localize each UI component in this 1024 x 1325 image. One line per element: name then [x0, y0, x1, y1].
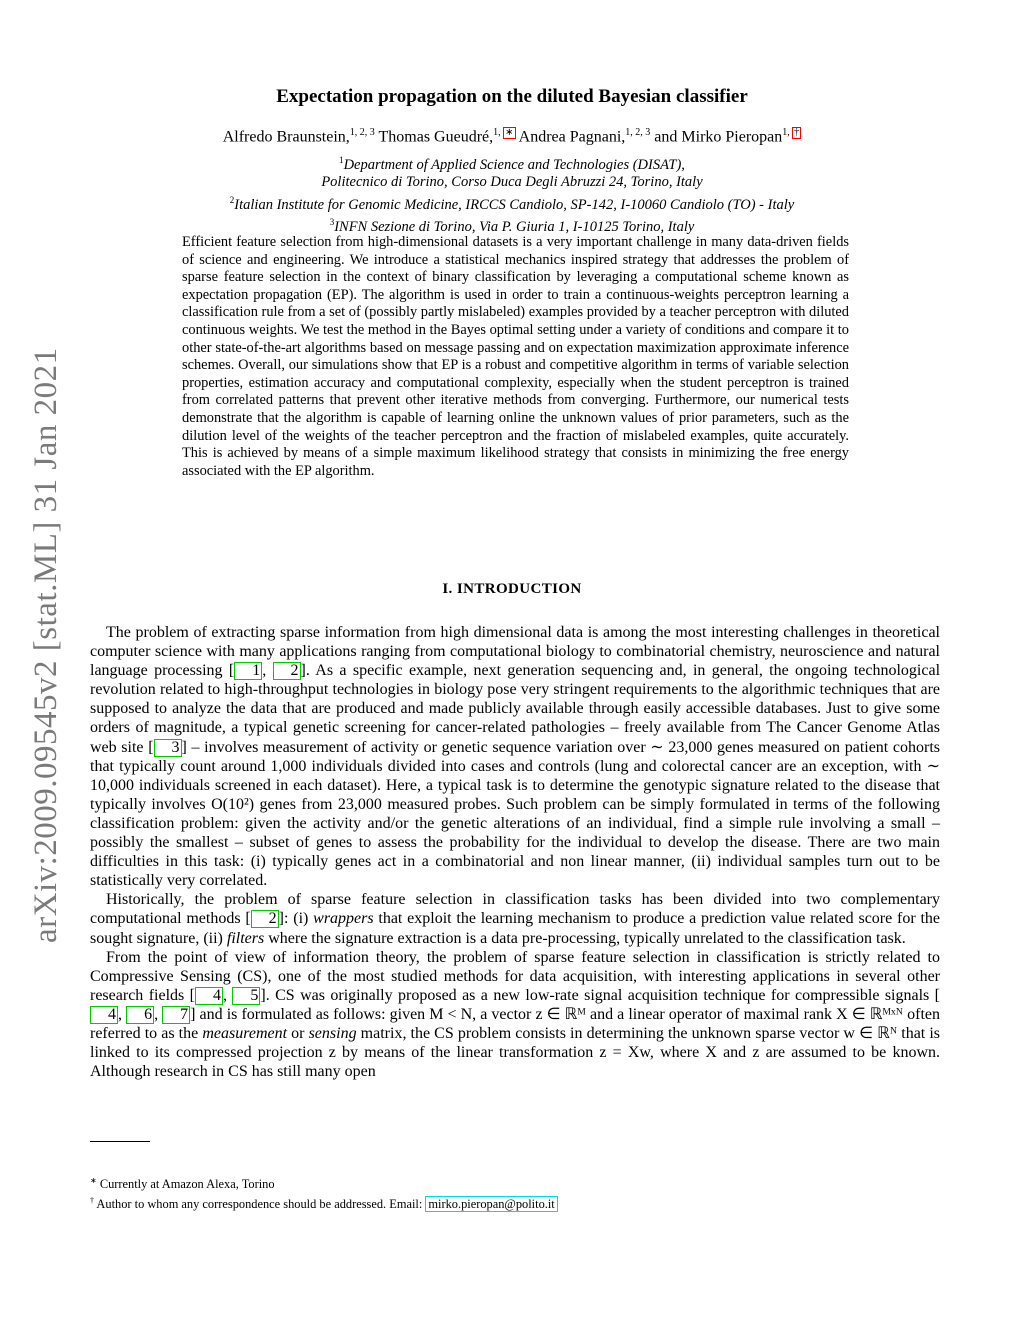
paragraph: From the point of view of information theory, the problem of sparse feature selection in classification is strictly related to Compressive Sensing (CS), one of the most studied methods for data acquisition, with interesting applications in several other research fields [ 4 , 5 ]. CS was originally proposed as a new low-rate signal acquisition technique for compressible signals [4 , 6 , 7 ] and is formulated as follows: given M < N, a vector z ∈ ℝᴹ and a linear operator of maximal rank X ∈ ℝᴹˣᴺ often referred to as the measurement or sensing matrix, the CS problem consists in determining the unknown sparse vector w ∈ ℝᴺ that is linked to its compressed projection z by means of the linear transformation z = Xw, where X and z are assumed to be known. Although research in CS has still many open [90, 948, 941, 1081]
citation-link[interactable]: 1 [234, 662, 262, 680]
citation-link[interactable]: 7 [162, 1006, 190, 1024]
abstract: Efficient feature selection from high-dimensional datasets is a very important challenge in many data-driven fields of science and engineering. We introduce a statistical mechanics inspired strategy that addresses the problem of sparse feature selection in the context of binary classification by leveraging a computational scheme known as expectation propagation (EP). The algorithm is used in order to train a continuous-weights perceptron learning a classification rule from a set of (possibly partly mislabeled) examples provided by a teacher perceptron with diluted continuous weights. We test the method in the Bayes optimal setting under a variety of conditions and compare it to other state-of-the-art algorithms based on message passing and on expectation maximization approximate inference schemes. Overall, our simulations show that EP is a robust and competitive algorithm in terms of variable selection properties, estimation accuracy and computational complexity, especially when the student perceptron is trained from correlated patterns that prevent other iterative methods from converging. Furthermore, our numerical tests demonstrate that the algorithm is capable of learning online the unknown values of prior parameters, such as the dilution level of the weights of the teacher perceptron and the fraction of mislabeled examples, quite accurately. This is achieved by means of a simple maximum likelihood strategy that consists in minimizing the free energy associated with the EP algorithm. [182, 234, 849, 479]
author-affiliation-sup: 1, [493, 127, 504, 138]
email-link[interactable]: mirko.pieropan@polito.it [425, 1196, 557, 1212]
arxiv-identifier: arXiv:2009.09545v2 [stat.ML] 31 Jan 2021 [28, 347, 64, 943]
footnotes [90, 1173, 940, 1212]
author-name: Alfredo Braunstein, [222, 128, 350, 146]
citation-link[interactable]: 2 [251, 910, 279, 928]
affiliation-line: $^1$Department of Applied Science and Technologies (DISAT), [339, 155, 685, 173]
affiliation-line: $^3$INFN Sezione di Torino, Via P. Giuria 1, I-10125 Torino, Italy [329, 217, 695, 236]
author-name: Andrea Pagnani, [518, 128, 626, 146]
footnote-link[interactable]: ∗ [505, 127, 514, 138]
author-list [0, 127, 1024, 146]
author-name: and Mirko Pieropan [654, 128, 783, 146]
citation-link[interactable]: 6 [126, 1006, 154, 1024]
affiliation-line: Politecnico di Torino, Corso Duca Degli Abruzzi 24, Torino, Italy [321, 174, 703, 191]
footnote: ∗ Currently at Amazon Alexa, Torino [90, 1176, 275, 1192]
body-text [90, 623, 940, 1081]
author-affiliation-sup: 1, [782, 127, 793, 138]
affiliation-line: $^2$Italian Institute for Genomic Medicine, IRCCS Candiolo, SP-142, I-10060 Candiolo (TO) - Italy [229, 195, 795, 213]
footnote-rule [90, 1141, 150, 1142]
section-heading: I. INTRODUCTION [442, 581, 582, 597]
citation-link[interactable]: 5 [232, 987, 260, 1005]
paper-title: Expectation propagation on the diluted Bayesian classifier [276, 86, 748, 107]
citation-link[interactable]: 2 [273, 662, 301, 680]
author-affiliation-sup: 1, 2, 3 [349, 127, 375, 138]
affiliations [0, 152, 1024, 237]
citation-link[interactable]: 3 [154, 739, 182, 757]
footnote: † Author to whom any correspondence should be addressed. Email: mirko.pieropan@polito.it [90, 1193, 940, 1213]
author-name: Thomas Gueudré, [378, 128, 494, 146]
paragraph: The problem of extracting sparse information from high dimensional data is among the most interesting challenges in theoretical computer science with many applications ranging from computational biology to combinatorial chemistry, neuroscience and natural language processing [ 1 , 2 ]. As a specific example, next generation sequencing and, in general, the ongoing technological revolution related to high-throughput technologies in biology pose very stringent requirements to the algorithmic techniques that are supposed to analyze the data that are produced and made publicly available through easily accessible databases. Just to give some orders of magnitude, a typical genetic screening for cancer-related pathologies – freely available from The Cancer Genome Atlas web site [ 3 ] – involves measurement of activity or genetic sequence variation over ∼ 23,000 genes measured on patient cohorts that typically count around 1,000 individuals divided into cases and controls (lung and colorectal cancer are an exception, with ∼ 10,000 individuals screened in each dataset). Here, a typical task is to determine the genotypic signature related to the disease that typically involves O(10²) genes from 23,000 measured probes. Such problem can be simply formulated in terms of the following classification problem: given the activity and/or the genetic alterations of an individual, find a simple rule involving a small – possibly the smallest – subset of genes to assess the probability for the individual to develop the disease. There are two main difficulties in this task: (i) typically genes act in a combinatorial and non linear manner, (ii) individual samples turn out to be statistically very correlated. [90, 624, 941, 890]
citation-link[interactable]: 4 [90, 1006, 118, 1024]
citation-link[interactable]: 4 [195, 987, 223, 1005]
paragraph: Historically, the problem of sparse feature selection in classification tasks has been divided into two complementary computational methods [ 2 ]: (i) wrappers that exploit the learning mechanism to produce a prediction value related score for the sought signature, (ii) filters where the signature extraction is a data pre-processing, typically unrelated to the classification task. [90, 891, 941, 947]
footnote-link[interactable]: † [794, 127, 800, 138]
author-affiliation-sup: 1, 2, 3 [625, 127, 651, 138]
